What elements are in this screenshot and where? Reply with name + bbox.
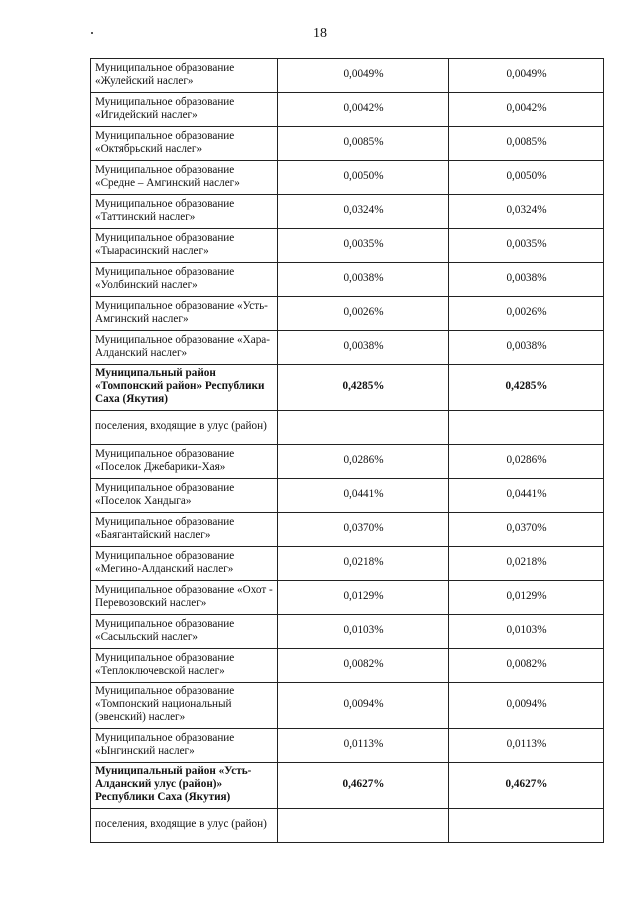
- table-row: [91, 263, 604, 297]
- row-name: Муниципальное образование «Усть-Амгинский наслег»: [91, 297, 278, 331]
- row-value-2: 0,0085%: [449, 127, 604, 161]
- row-value-1: 0,0129%: [278, 581, 449, 615]
- table-row: [91, 59, 604, 93]
- row-value-1: 0,0049%: [278, 59, 449, 93]
- row-value-1: 0,0038%: [278, 331, 449, 365]
- row-value-1: 0,0085%: [278, 127, 449, 161]
- table-row: [91, 127, 604, 161]
- row-value-2: 0,0082%: [449, 649, 604, 683]
- row-name: Муниципальное образование «Теплоключевской наслег»: [91, 649, 278, 683]
- row-value-2: 0,0286%: [449, 445, 604, 479]
- row-value-1: [278, 411, 449, 445]
- row-value-2: 0,0035%: [449, 229, 604, 263]
- row-name: Муниципальное образование «Жулейский наслег»: [91, 59, 278, 93]
- table-row: [91, 411, 604, 445]
- row-value-2: 0,0050%: [449, 161, 604, 195]
- row-value-2: 0,4627%: [449, 763, 604, 809]
- row-name: поселения, входящие в улус (район): [91, 809, 278, 843]
- row-value-1: 0,0094%: [278, 683, 449, 729]
- table-row: [91, 297, 604, 331]
- row-value-2: 0,0049%: [449, 59, 604, 93]
- table-row: [91, 763, 604, 809]
- row-value-1: 0,0042%: [278, 93, 449, 127]
- table-row: [91, 445, 604, 479]
- row-value-1: 0,0218%: [278, 547, 449, 581]
- scan-dot: [91, 32, 93, 34]
- row-name: Муниципальное образование «Уолбинский наслег»: [91, 263, 278, 297]
- row-name: Муниципальное образование «Хара-Алданский наслег»: [91, 331, 278, 365]
- table-row: [91, 331, 604, 365]
- row-value-1: 0,4285%: [278, 365, 449, 411]
- row-value-2: 0,0042%: [449, 93, 604, 127]
- table-row: [91, 161, 604, 195]
- table-row: [91, 649, 604, 683]
- table-row: [91, 683, 604, 729]
- row-name: Муниципальное образование «Таттинский наслег»: [91, 195, 278, 229]
- row-value-1: 0,0370%: [278, 513, 449, 547]
- row-value-2: [449, 809, 604, 843]
- row-value-2: 0,0038%: [449, 331, 604, 365]
- page-number: 18: [313, 26, 327, 41]
- row-name: Муниципальное образование «Баягантайский наслег»: [91, 513, 278, 547]
- row-value-1: 0,0050%: [278, 161, 449, 195]
- row-value-2: 0,0026%: [449, 297, 604, 331]
- row-name: поселения, входящие в улус (район): [91, 411, 278, 445]
- row-value-2: 0,0129%: [449, 581, 604, 615]
- row-name: Муниципальное образование «Мегино-Алданский наслег»: [91, 547, 278, 581]
- row-name: Муниципальное образование «Ынгинский наслег»: [91, 729, 278, 763]
- row-value-1: 0,4627%: [278, 763, 449, 809]
- row-name: Муниципальное образование «Поселок Хандыга»: [91, 479, 278, 513]
- table-row: [91, 479, 604, 513]
- row-value-2: 0,0441%: [449, 479, 604, 513]
- row-value-1: 0,0082%: [278, 649, 449, 683]
- table-row: [91, 615, 604, 649]
- row-name: Муниципальное образование «Средне – Амгинский наслег»: [91, 161, 278, 195]
- row-value-2: 0,4285%: [449, 365, 604, 411]
- row-value-1: 0,0286%: [278, 445, 449, 479]
- table-row: [91, 229, 604, 263]
- row-value-1: 0,0038%: [278, 263, 449, 297]
- row-name: Муниципальное образование «Сасыльский наслег»: [91, 615, 278, 649]
- row-name: Муниципальное образование «Охот - Перевозовский наслег»: [91, 581, 278, 615]
- row-value-1: [278, 809, 449, 843]
- row-value-1: 0,0035%: [278, 229, 449, 263]
- row-name: Муниципальный район «Усть-Алданский улус (район)» Республики Саха (Якутия): [91, 763, 278, 809]
- table-body: [91, 59, 604, 843]
- table-row: [91, 93, 604, 127]
- table-row: [91, 547, 604, 581]
- row-name: Муниципальное образование «Октябрьский наслег»: [91, 127, 278, 161]
- table-row: [91, 729, 604, 763]
- table-row: [91, 365, 604, 411]
- row-value-1: 0,0026%: [278, 297, 449, 331]
- row-value-2: 0,0218%: [449, 547, 604, 581]
- table-row: [91, 195, 604, 229]
- row-name: Муниципальное образование «Игидейский наслег»: [91, 93, 278, 127]
- row-value-2: 0,0103%: [449, 615, 604, 649]
- row-name: Муниципальный район «Томпонский район» Республики Саха (Якутия): [91, 365, 278, 411]
- row-value-2: 0,0370%: [449, 513, 604, 547]
- table-row: [91, 809, 604, 843]
- row-name: Муниципальное образование «Тыарасинский наслег»: [91, 229, 278, 263]
- row-value-1: 0,0441%: [278, 479, 449, 513]
- row-value-1: 0,0103%: [278, 615, 449, 649]
- row-value-2: 0,0038%: [449, 263, 604, 297]
- row-name: Муниципальное образование «Поселок Джебарики-Хая»: [91, 445, 278, 479]
- row-value-2: 0,0113%: [449, 729, 604, 763]
- row-value-2: 0,0094%: [449, 683, 604, 729]
- table-row: [91, 581, 604, 615]
- row-value-1: 0,0324%: [278, 195, 449, 229]
- table-row: [91, 513, 604, 547]
- row-name: Муниципальное образование «Томпонский национальный (эвенский) наслег»: [91, 683, 278, 729]
- row-value-2: [449, 411, 604, 445]
- row-value-1: 0,0113%: [278, 729, 449, 763]
- allocation-table: [90, 58, 604, 843]
- row-value-2: 0,0324%: [449, 195, 604, 229]
